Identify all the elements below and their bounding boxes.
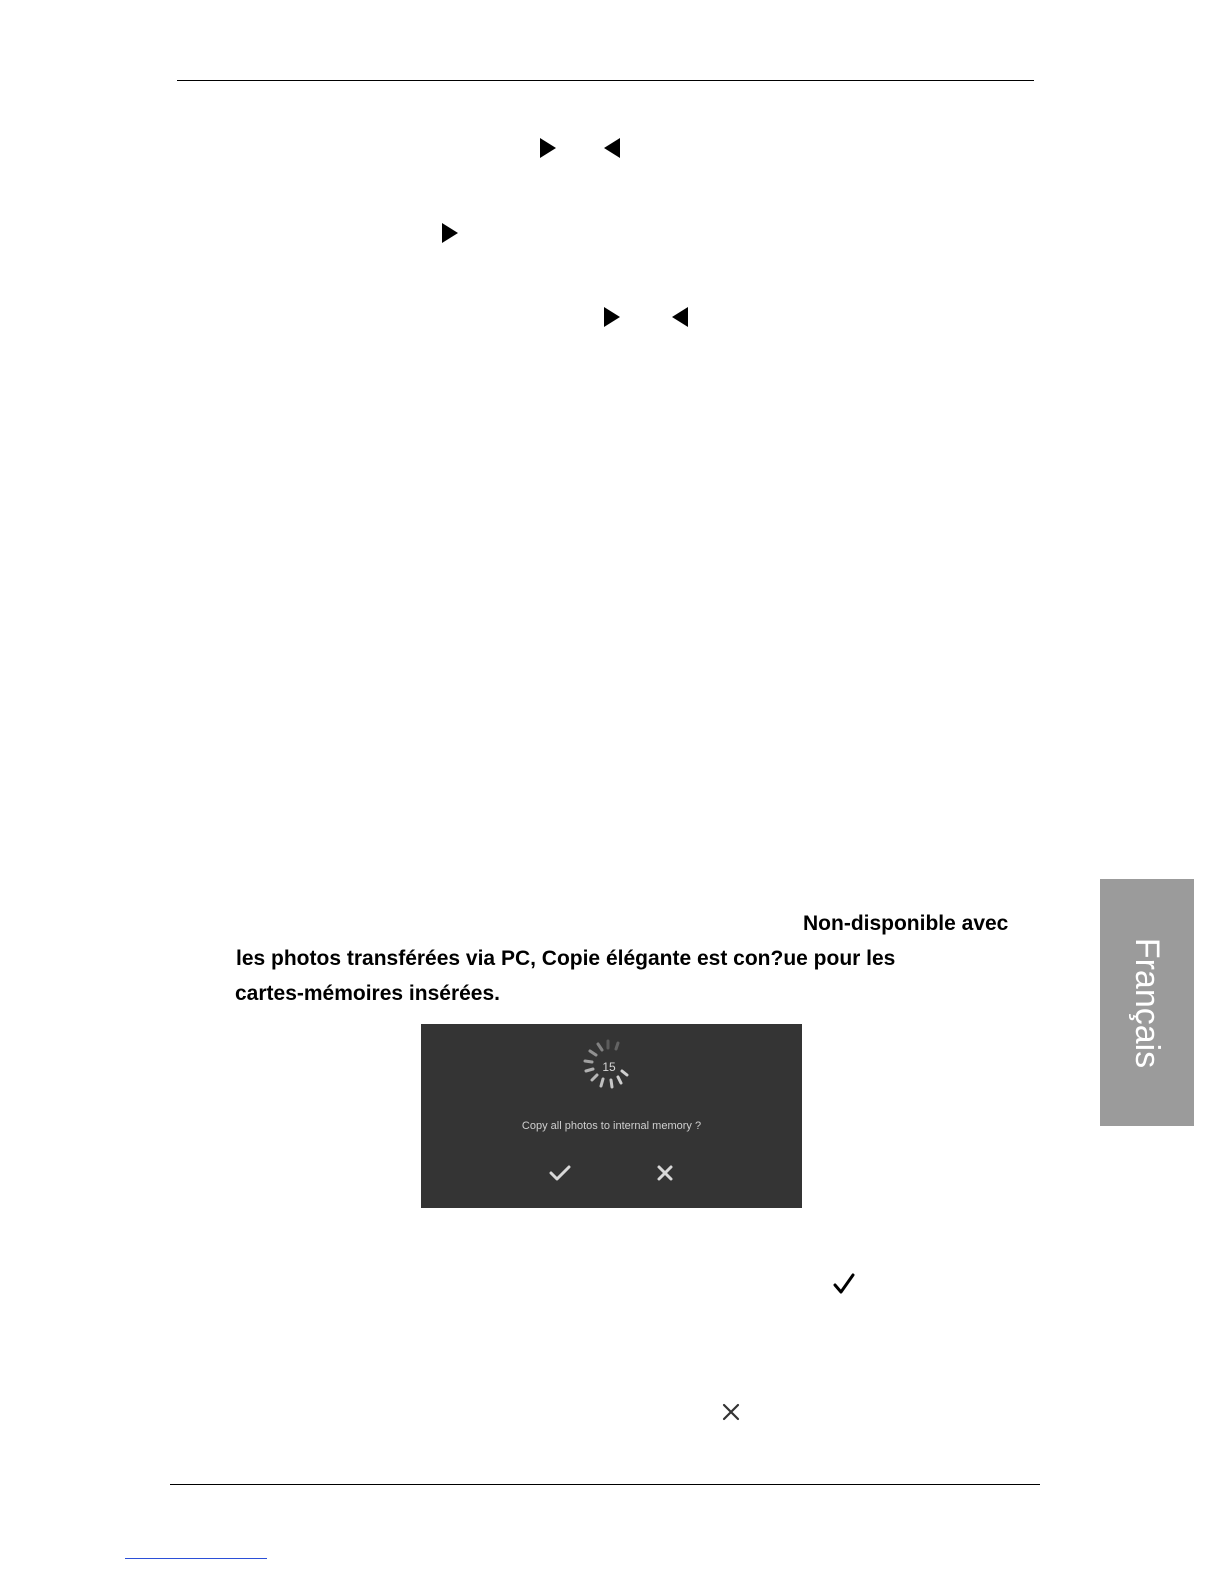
photo-counter: 15 — [602, 1060, 616, 1074]
close-icon — [721, 1402, 741, 1422]
device-screenshot — [421, 1024, 802, 1208]
footer-link-underline[interactable] — [125, 1558, 267, 1559]
right-arrow-icon — [604, 307, 620, 327]
language-tab-label: Français — [1128, 937, 1166, 1069]
right-arrow-icon — [540, 138, 556, 158]
close-icon — [656, 1164, 674, 1182]
note-text-line: les photos transférées via PC, Copie élégante est con?ue pour les — [236, 947, 896, 970]
note-text-line: cartes-mémoires insérées. — [235, 982, 500, 1005]
note-text-line: Non-disponible avec — [803, 912, 1009, 935]
language-tab — [1100, 879, 1194, 1126]
left-arrow-icon — [672, 307, 688, 327]
top-rule — [177, 80, 1034, 81]
check-icon — [549, 1164, 571, 1182]
right-arrow-icon — [442, 223, 458, 243]
check-icon — [832, 1272, 856, 1296]
bottom-rule — [170, 1484, 1040, 1485]
copy-prompt: Copy all photos to internal memory ? — [521, 1120, 702, 1132]
left-arrow-icon — [604, 138, 620, 158]
